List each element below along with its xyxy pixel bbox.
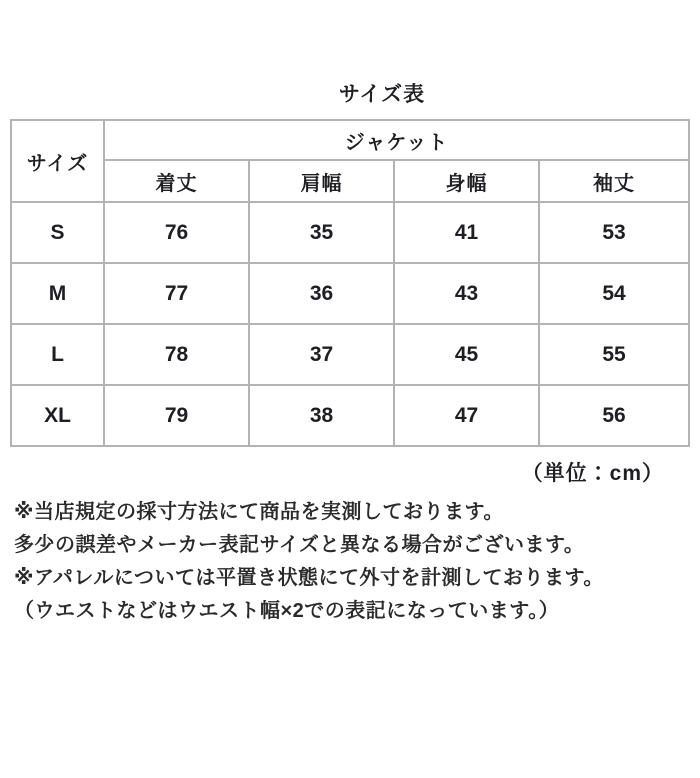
size-label: S bbox=[11, 202, 104, 263]
size-label: L bbox=[11, 324, 104, 385]
table-header-row-group bbox=[11, 120, 689, 160]
size-column-header: サイズ bbox=[11, 120, 104, 202]
value-cell: 54 bbox=[539, 263, 689, 324]
note-line: ※当店規定の採寸方法にて商品を実測しております。 bbox=[14, 501, 504, 523]
measurement-notes bbox=[14, 496, 700, 628]
note-line: 多少の誤差やメーカー表記サイズと異なる場合がございます。 bbox=[14, 534, 585, 556]
value-cell: 43 bbox=[394, 263, 539, 324]
page-title: サイズ表 bbox=[338, 83, 426, 106]
table-row-m bbox=[11, 263, 689, 324]
value-cell: 35 bbox=[249, 202, 394, 263]
column-header-shoulder: 肩幅 bbox=[249, 160, 394, 202]
size-label: M bbox=[11, 263, 104, 324]
table-row-l bbox=[11, 324, 689, 385]
table-row-s bbox=[11, 202, 689, 263]
value-cell: 53 bbox=[539, 202, 689, 263]
value-cell: 36 bbox=[249, 263, 394, 324]
value-cell: 56 bbox=[539, 385, 689, 446]
table-row-xl bbox=[11, 385, 689, 446]
note-line: ※アパレルについては平置き状態にて外寸を計測しております。 bbox=[14, 567, 604, 589]
column-header-body-width: 身幅 bbox=[394, 160, 539, 202]
value-cell: 38 bbox=[249, 385, 394, 446]
value-cell: 79 bbox=[104, 385, 249, 446]
value-cell: 45 bbox=[394, 324, 539, 385]
column-header-length: 着丈 bbox=[104, 160, 249, 202]
column-header-sleeve: 袖丈 bbox=[539, 160, 689, 202]
value-cell: 41 bbox=[394, 202, 539, 263]
table-header-row-measures bbox=[11, 160, 689, 202]
group-header-jacket: ジャケット bbox=[104, 120, 689, 160]
size-table bbox=[10, 119, 690, 447]
value-cell: 77 bbox=[104, 263, 249, 324]
value-cell: 47 bbox=[394, 385, 539, 446]
value-cell: 55 bbox=[539, 324, 689, 385]
size-label: XL bbox=[11, 385, 104, 446]
unit-label: （単位：cm） bbox=[521, 462, 664, 485]
value-cell: 78 bbox=[104, 324, 249, 385]
note-line: （ウエストなどはウエスト幅×2での表記になっています。） bbox=[14, 600, 560, 622]
value-cell: 37 bbox=[249, 324, 394, 385]
value-cell: 76 bbox=[104, 202, 249, 263]
